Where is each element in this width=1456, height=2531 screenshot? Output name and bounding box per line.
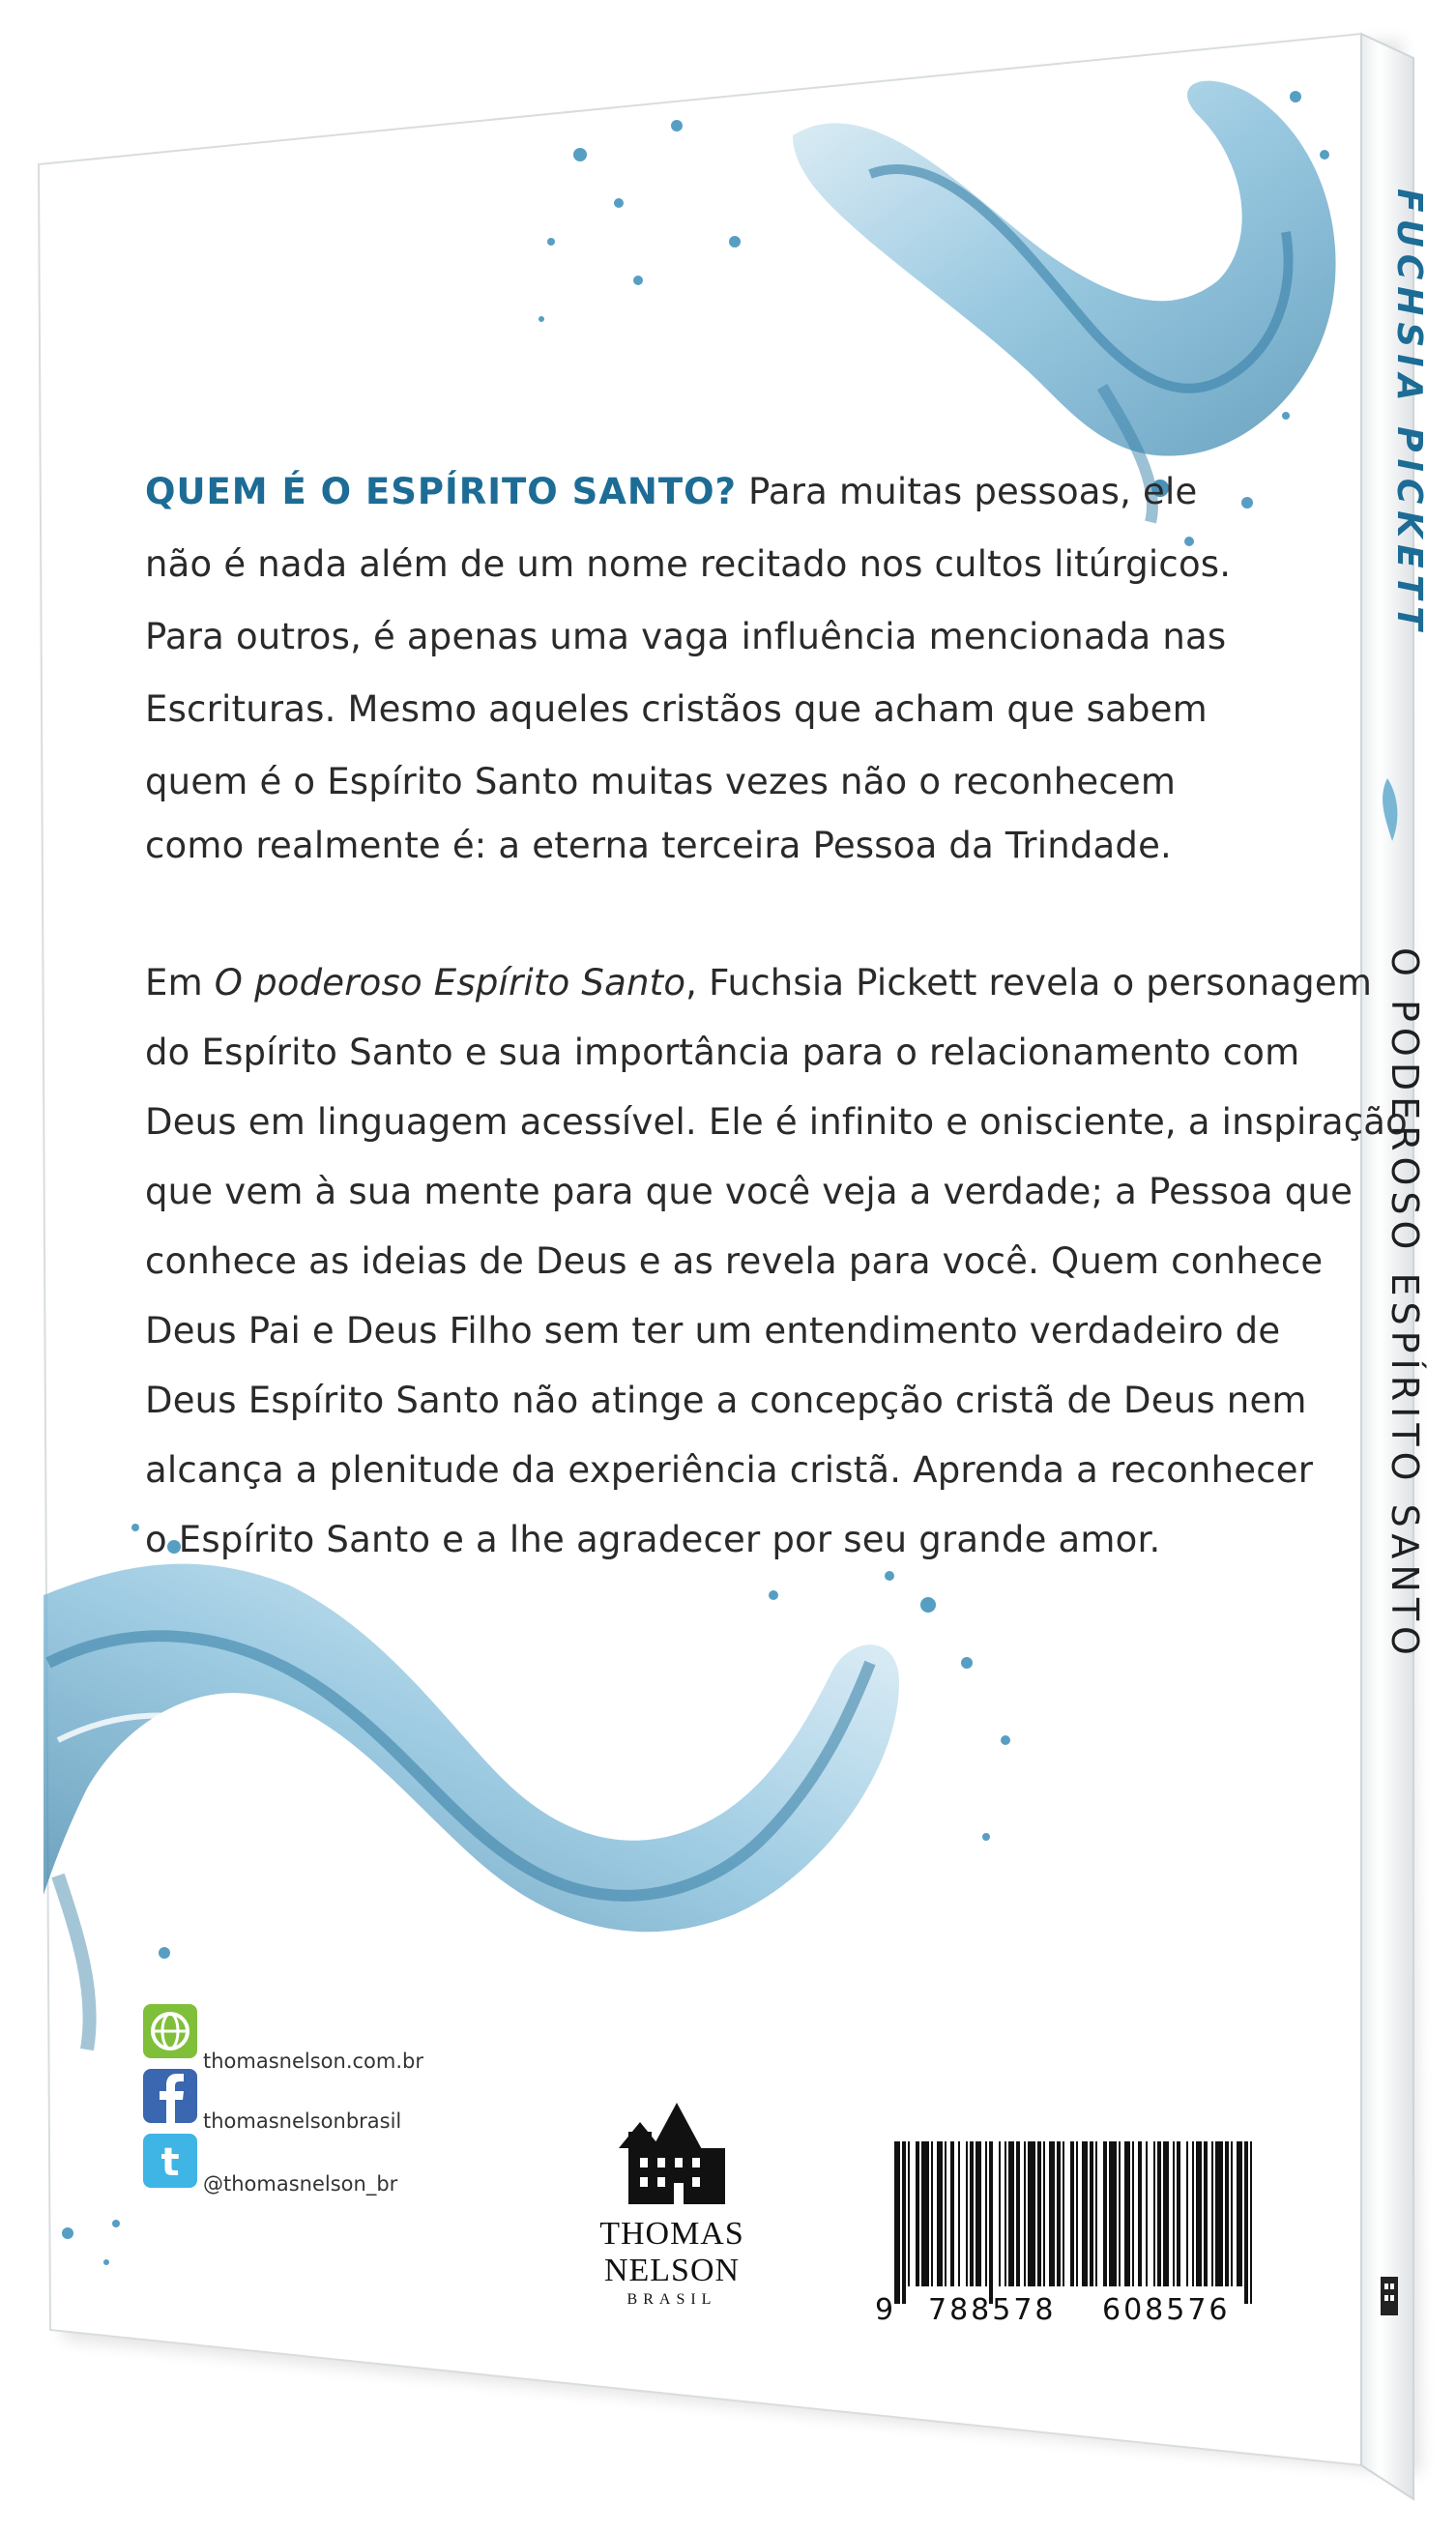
barcode-bar (945, 2141, 946, 2286)
barcode-bar (1043, 2141, 1045, 2286)
barcode-bar (1005, 2141, 1006, 2286)
blurb-p2-line-9: o Espírito Santo e a lhe agradecer por seu grande amor. (145, 1519, 1161, 1560)
spine-title: O PODEROSO ESPÍRITO SANTO (1383, 947, 1426, 1661)
barcode-bar (1211, 2141, 1213, 2286)
barcode-bar (1186, 2141, 1188, 2286)
blurb-p2-line-6: Deus Pai e Deus Filho sem ter um entendimento verdadeiro de (145, 1310, 1281, 1352)
barcode-bar (937, 2141, 943, 2286)
blurb-p2-line-8: alcança a plenitude da experiência cristã. Aprenda a reconhecer (145, 1449, 1314, 1491)
barcode-bar (1008, 2141, 1014, 2286)
publisher-sub: BRASIL (626, 2291, 717, 2308)
publisher-name: THOMAS NELSON (599, 2216, 744, 2288)
barcode-bar (902, 2141, 906, 2304)
barcode-bar (1132, 2141, 1134, 2286)
barcode-bar (1204, 2141, 1208, 2286)
barcode-bar (1082, 2141, 1088, 2286)
barcode-bar (1076, 2141, 1078, 2286)
barcode-bar (1146, 2141, 1148, 2286)
barcode-bar (1119, 2141, 1121, 2286)
blurb-p2-book-title: O poderoso Espírito Santo (214, 962, 686, 1004)
barcode-bar (1037, 2141, 1041, 2286)
spine-publisher-icon (1381, 2277, 1398, 2315)
barcode-group-2: 608576 (1102, 2293, 1231, 2327)
barcode-bar (1138, 2141, 1142, 2286)
barcode-bar (1196, 2141, 1202, 2286)
blurb-p1-line-2: não é nada além de um nome recitado nos cultos litúrgicos. (145, 543, 1232, 585)
barcode-bar (1157, 2141, 1161, 2286)
barcode-bar (1215, 2141, 1223, 2286)
barcode-bar (1024, 2141, 1026, 2286)
blurb-p2-line-3: Deus em linguagem acessível. Ele é infinito e onisciente, a inspiração (145, 1101, 1408, 1143)
website-label: thomasnelson.com.br (203, 2050, 423, 2073)
blurb-p2-line-4: que vem à sua mente para que você veja a verdade; a Pessoa que (145, 1171, 1354, 1212)
barcode-bar (970, 2141, 974, 2286)
svg-text:t: t (160, 2140, 180, 2185)
barcode-bar (1250, 2141, 1252, 2304)
barcode-bar (950, 2141, 954, 2286)
blurb-p2-line-7: Deus Espírito Santo não atinge a concepção cristã de Deus nem (145, 1380, 1307, 1421)
barcode-group-1: 788578 (928, 2293, 1057, 2327)
barcode-bar (1090, 2141, 1093, 2286)
barcode-bar (976, 2141, 981, 2286)
barcode-bar (958, 2141, 960, 2286)
facebook-icon (143, 2069, 197, 2123)
spine-author: FUCHSIA PICKETT (1389, 189, 1429, 637)
twitter-label: @thomasnelson_br (203, 2172, 398, 2196)
blurb-p1-line-3: Para outros, é apenas uma vaga influência mencionada nas (145, 616, 1227, 657)
barcode-bar (1173, 2141, 1175, 2286)
barcode-bar (1070, 2141, 1074, 2286)
barcode-bar (1103, 2141, 1107, 2286)
blurb-p2-first: , Fuchsia Pickett revela o personagem (685, 962, 1373, 1004)
blurb-p2-line-2: do Espírito Santo e sua importância para o relacionamento com (145, 1032, 1300, 1073)
blurb-lead: QUEM É O ESPÍRITO SANTO? (145, 471, 738, 512)
barcode-bar (985, 2141, 987, 2286)
blurb-p1-line-5: quem é o Espírito Santo muitas vezes não o reconhecem (145, 761, 1177, 802)
barcode-lead-digit: 9 (875, 2293, 897, 2327)
blurb-p1-line-4: Escrituras. Mesmo aqueles cristãos que acham que sabem (145, 688, 1208, 730)
barcode-bar (1028, 2141, 1035, 2286)
publisher-block (541, 2098, 802, 2309)
barcode-bar (1163, 2141, 1169, 2286)
barcode-bar (989, 2141, 993, 2304)
blurb-p2-line-5: conhece as ideias de Deus e as revela para você. Quem conhece (145, 1240, 1324, 1282)
barcode-bar (1095, 2141, 1097, 2286)
barcode-bar (966, 2141, 968, 2286)
barcode-bar (1244, 2141, 1248, 2304)
barcode-bar (1177, 2141, 1180, 2286)
barcode-bar (908, 2141, 910, 2286)
barcode-bar (916, 2141, 919, 2286)
barcode-bar (1049, 2141, 1055, 2286)
barcode-bar (999, 2141, 1001, 2286)
barcode-bar (1237, 2141, 1242, 2286)
twitter-icon (143, 2134, 197, 2188)
facebook-label: thomasnelsonbrasil (203, 2109, 402, 2133)
barcode-bar (1063, 2141, 1064, 2286)
barcode-bar (1124, 2141, 1130, 2286)
blurb-p1-line-6: como realmente é: a eterna terceira Pessoa da Trindade. (145, 825, 1173, 866)
barcode-bar (1192, 2141, 1194, 2286)
barcode-bar (931, 2141, 933, 2286)
barcode-bar (1057, 2141, 1061, 2286)
barcode-bar (921, 2141, 929, 2286)
barcode-bar (894, 2141, 900, 2304)
blurb-p1-line-1: Para muitas pessoas, ele (737, 471, 1198, 512)
blurb-p2-prefix: Em (145, 962, 215, 1004)
barcode-bar (1016, 2141, 1020, 2286)
globe-icon (143, 2004, 197, 2058)
barcode-bar (1153, 2141, 1155, 2286)
barcode-bar (1231, 2141, 1233, 2286)
barcode-bar (1109, 2141, 1117, 2286)
barcode-bar (1225, 2141, 1229, 2286)
